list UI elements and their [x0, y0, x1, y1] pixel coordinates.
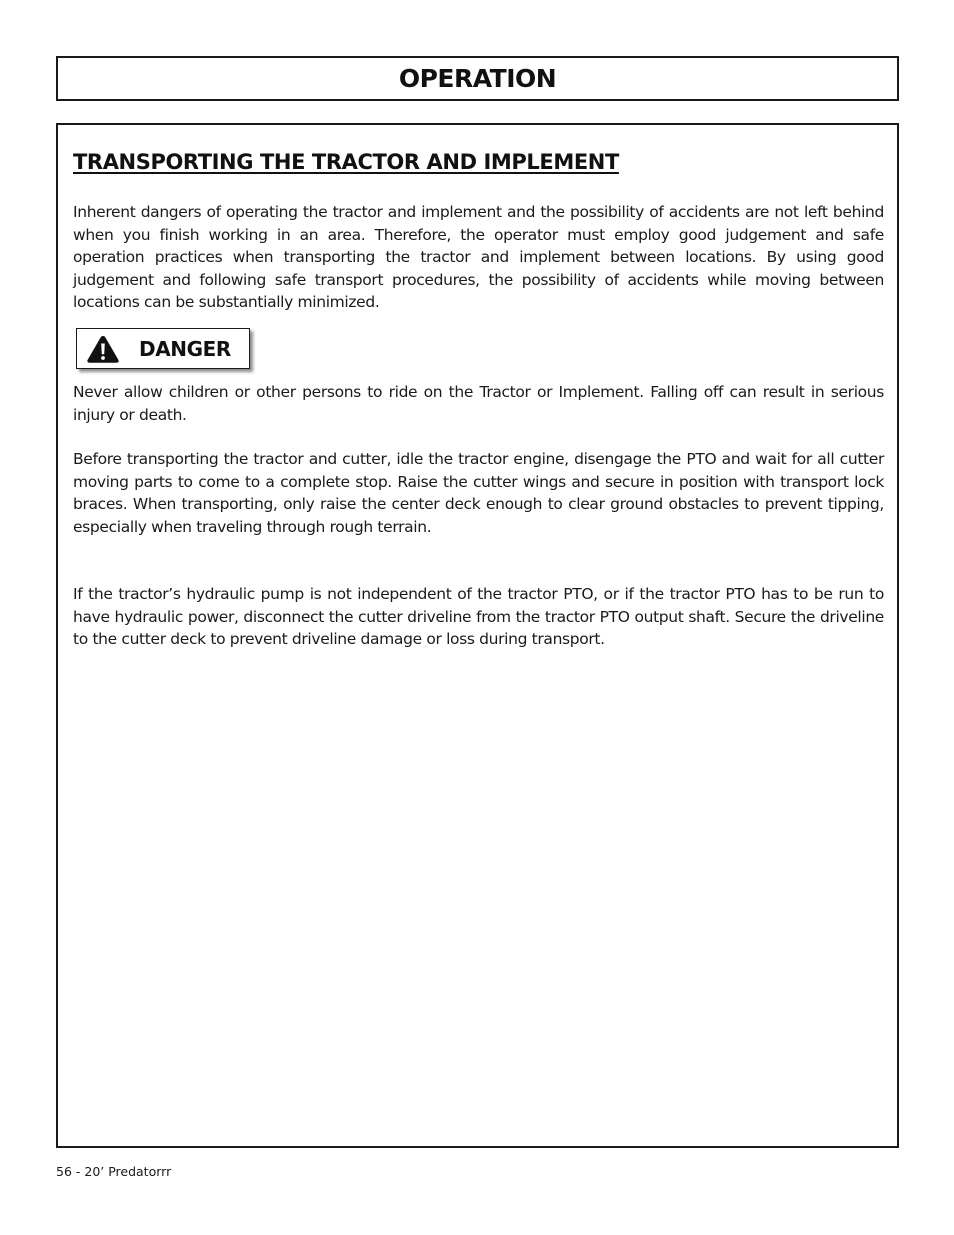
danger-label: DANGER	[139, 336, 231, 361]
warning-triangle-icon	[86, 334, 120, 364]
content-panel	[56, 123, 899, 1148]
section-title: TRANSPORTING THE TRACTOR AND IMPLEMENT	[73, 150, 619, 174]
danger-callout	[76, 328, 250, 369]
driveline-paragraph: If the tractor’s hydraulic pump is not independent of the tractor PTO, or if the tractor PTO has to be run to have hydraulic power, disconnect the cutter driveline from the tractor PTO output shaft. Secure the driveline to the cutter deck to prevent driveline damage or loss during transport.	[73, 585, 884, 648]
page-title: OPERATION	[398, 64, 557, 93]
section-header-box	[56, 56, 899, 101]
transport-paragraph: Before transporting the tractor and cutter, idle the tractor engine, disengage the PTO and wait for all cutter moving parts to come to a complete stop. Raise the cutter wings and secure in position with transport lock braces. When transporting, only raise the center deck enough to clear ground obstacles to prevent tipping, especially when traveling through rough terrain.	[73, 450, 884, 536]
page-footer: 56 - 20’ Predatorrr	[56, 1164, 172, 1179]
intro-paragraph: Inherent dangers of operating the tractor and implement and the possibility of accidents are not left behind when you finish working in an area. Therefore, the operator must employ good judgement and safe operation practices when transporting the tractor and implement between locations. By using good judgement and following safe transport procedures, the possibility of accidents while moving between locations can be substantially minimized.	[73, 203, 884, 311]
danger-paragraph: Never allow children or other persons to ride on the Tractor or Implement. Falling off can result in serious injury or death.	[73, 383, 884, 424]
